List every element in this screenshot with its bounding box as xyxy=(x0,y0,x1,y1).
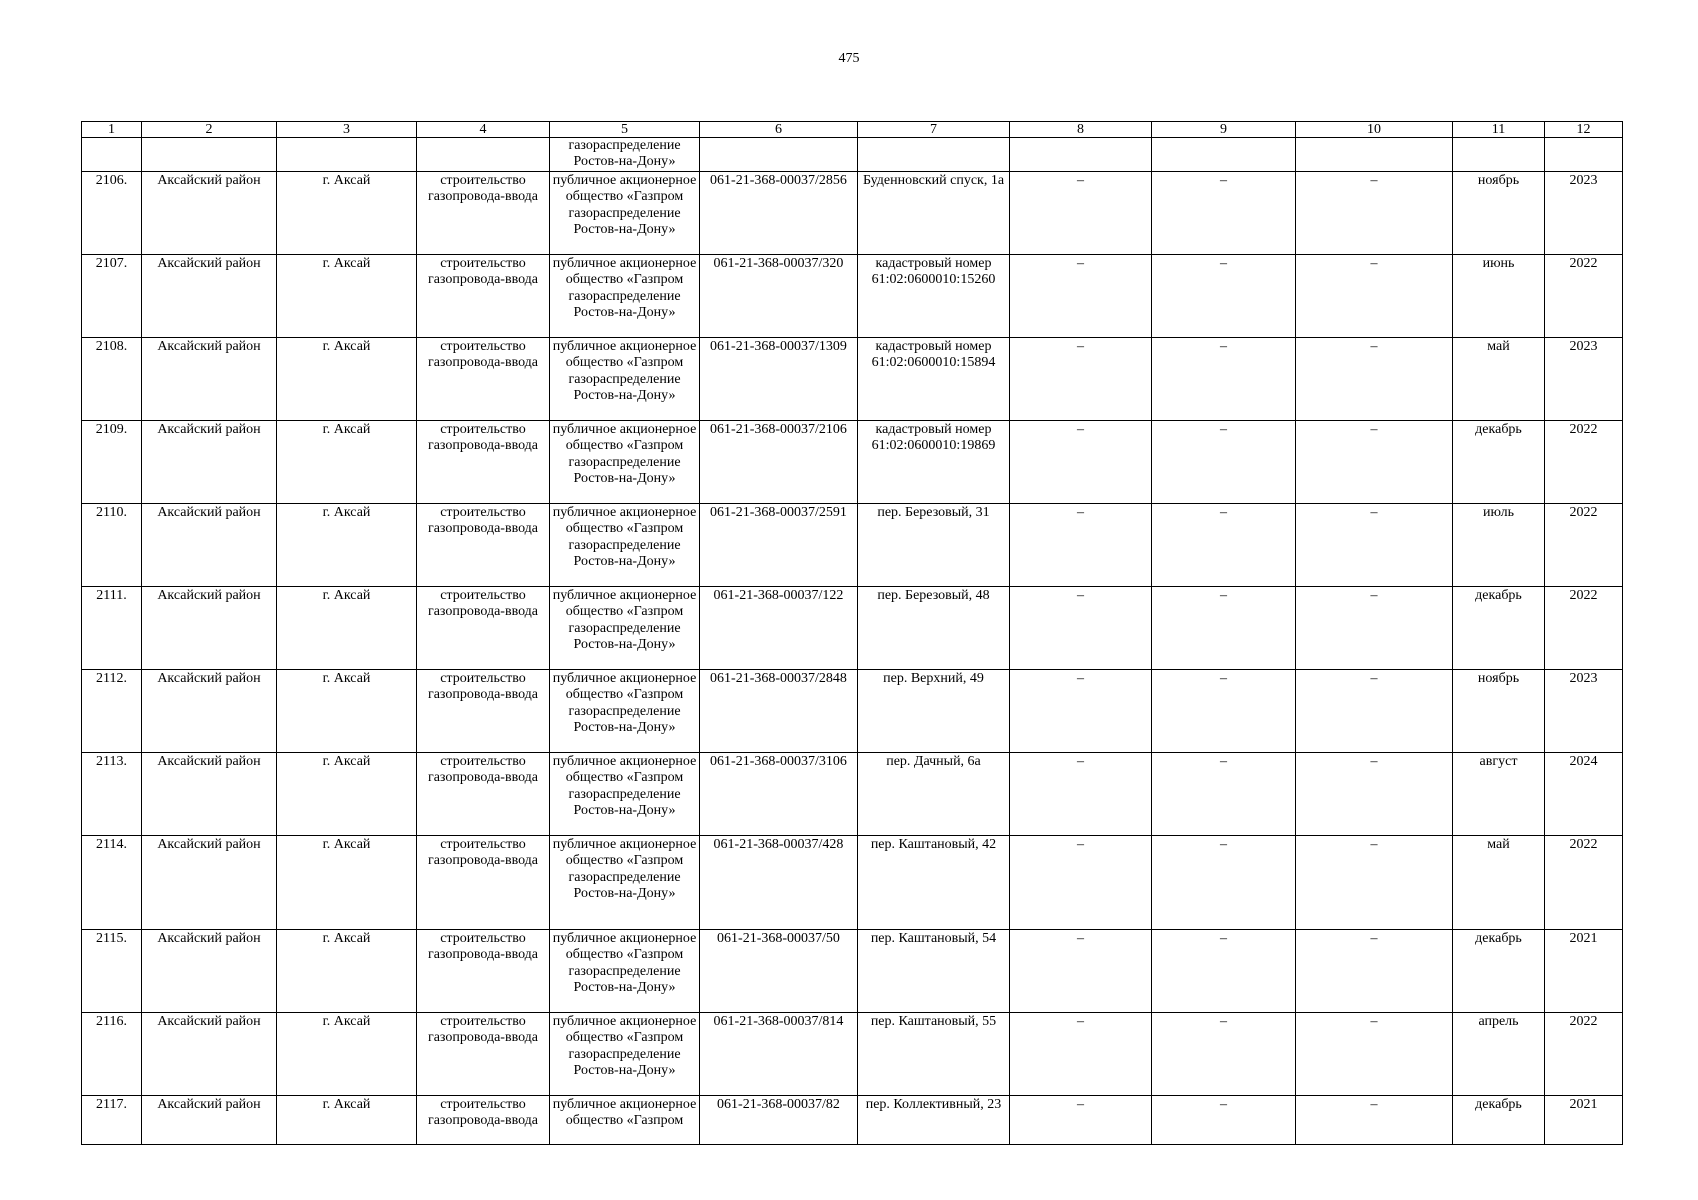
cell-row-number: 2112. xyxy=(82,670,142,753)
cell-column-10: – xyxy=(1296,421,1453,504)
cell-address: пер. Дачный, 6а xyxy=(858,753,1010,836)
cell-column-10: – xyxy=(1296,753,1453,836)
cell-organization: публичное акционерное общество «Газпром газораспределение Ростов-на-Дону» xyxy=(550,172,700,255)
cell-column-10: – xyxy=(1296,670,1453,753)
column-number: 8 xyxy=(1010,122,1152,138)
cell-address: кадастровый номер 61:02:0600010:15260 xyxy=(858,255,1010,338)
column-number-row xyxy=(82,122,1623,138)
cell-row-number: 2114. xyxy=(82,836,142,930)
table-cell-organization: газораспределение Ростов-на-Дону» xyxy=(550,138,700,172)
cell-settlement: г. Аксай xyxy=(277,504,417,587)
cell-address: кадастровый номер 61:02:0600010:19869 xyxy=(858,421,1010,504)
cell-district: Аксайский район xyxy=(142,338,277,421)
cell-column-9: – xyxy=(1152,172,1296,255)
cell-organization: публичное акционерное общество «Газпром газораспределение Ростов-на-Дону» xyxy=(550,421,700,504)
cell-month: декабрь xyxy=(1453,421,1545,504)
cell-column-10: – xyxy=(1296,255,1453,338)
cell-year: 2022 xyxy=(1545,587,1623,670)
cell-work-type: строительство газопровода-ввода xyxy=(417,587,550,670)
cell-address: пер. Березовый, 31 xyxy=(858,504,1010,587)
cell-month: май xyxy=(1453,836,1545,930)
cell-column-10: – xyxy=(1296,1096,1453,1145)
cell-registry-code: 061-21-368-00037/2856 xyxy=(700,172,858,255)
continuation-row xyxy=(82,138,1623,172)
cell-column-8: – xyxy=(1010,587,1152,670)
cell-year: 2021 xyxy=(1545,1096,1623,1145)
cell-settlement: г. Аксай xyxy=(277,836,417,930)
cell-address: пер. Верхний, 49 xyxy=(858,670,1010,753)
column-number: 1 xyxy=(82,122,142,138)
cell-column-10: – xyxy=(1296,587,1453,670)
cell-organization: публичное акционерное общество «Газпром газораспределение Ростов-на-Дону» xyxy=(550,504,700,587)
cell-work-type: строительство газопровода-ввода xyxy=(417,504,550,587)
cell-district: Аксайский район xyxy=(142,836,277,930)
cell-month: декабрь xyxy=(1453,1096,1545,1145)
cell-column-9: – xyxy=(1152,1013,1296,1096)
table-cell xyxy=(142,138,277,172)
table-row xyxy=(82,504,1623,587)
cell-column-8: – xyxy=(1010,421,1152,504)
cell-settlement: г. Аксай xyxy=(277,587,417,670)
table-cell xyxy=(82,138,142,172)
cell-district: Аксайский район xyxy=(142,587,277,670)
cell-year: 2022 xyxy=(1545,255,1623,338)
cell-address: пер. Коллективный, 23 xyxy=(858,1096,1010,1145)
cell-settlement: г. Аксай xyxy=(277,753,417,836)
cell-organization: публичное акционерное общество «Газпром газораспределение Ростов-на-Дону» xyxy=(550,255,700,338)
cell-organization: публичное акционерное общество «Газпром xyxy=(550,1096,700,1145)
cell-organization: публичное акционерное общество «Газпром газораспределение Ростов-на-Дону» xyxy=(550,338,700,421)
cell-work-type: строительство газопровода-ввода xyxy=(417,421,550,504)
page-number: 475 xyxy=(838,51,860,66)
cell-month: ноябрь xyxy=(1453,172,1545,255)
cell-registry-code: 061-21-368-00037/122 xyxy=(700,587,858,670)
cell-registry-code: 061-21-368-00037/320 xyxy=(700,255,858,338)
registry-table xyxy=(81,121,1623,1145)
cell-registry-code: 061-21-368-00037/50 xyxy=(700,930,858,1013)
cell-column-10: – xyxy=(1296,930,1453,1013)
cell-column-10: – xyxy=(1296,1013,1453,1096)
column-number: 3 xyxy=(277,122,417,138)
cell-organization: публичное акционерное общество «Газпром газораспределение Ростов-на-Дону» xyxy=(550,587,700,670)
cell-year: 2022 xyxy=(1545,1013,1623,1096)
cell-registry-code: 061-21-368-00037/82 xyxy=(700,1096,858,1145)
cell-month: декабрь xyxy=(1453,930,1545,1013)
cell-organization: публичное акционерное общество «Газпром газораспределение Ростов-на-Дону» xyxy=(550,753,700,836)
cell-address: пер. Каштановый, 55 xyxy=(858,1013,1010,1096)
column-number: 12 xyxy=(1545,122,1623,138)
cell-settlement: г. Аксай xyxy=(277,255,417,338)
cell-work-type: строительство газопровода-ввода xyxy=(417,836,550,930)
column-number: 2 xyxy=(142,122,277,138)
cell-registry-code: 061-21-368-00037/814 xyxy=(700,1013,858,1096)
table-row xyxy=(82,421,1623,504)
cell-column-8: – xyxy=(1010,836,1152,930)
cell-column-9: – xyxy=(1152,670,1296,753)
cell-settlement: г. Аксай xyxy=(277,670,417,753)
cell-row-number: 2106. xyxy=(82,172,142,255)
cell-column-8: – xyxy=(1010,1013,1152,1096)
cell-column-9: – xyxy=(1152,255,1296,338)
cell-district: Аксайский район xyxy=(142,255,277,338)
table-cell xyxy=(858,138,1010,172)
cell-district: Аксайский район xyxy=(142,1013,277,1096)
cell-settlement: г. Аксай xyxy=(277,421,417,504)
cell-address: кадастровый номер 61:02:0600010:15894 xyxy=(858,338,1010,421)
cell-row-number: 2116. xyxy=(82,1013,142,1096)
cell-work-type: строительство газопровода-ввода xyxy=(417,255,550,338)
cell-column-9: – xyxy=(1152,421,1296,504)
table-row xyxy=(82,338,1623,421)
cell-organization: публичное акционерное общество «Газпром газораспределение Ростов-на-Дону» xyxy=(550,670,700,753)
cell-registry-code: 061-21-368-00037/2106 xyxy=(700,421,858,504)
table-cell xyxy=(277,138,417,172)
cell-row-number: 2107. xyxy=(82,255,142,338)
cell-address: Буденновский спуск, 1а xyxy=(858,172,1010,255)
cell-column-8: – xyxy=(1010,670,1152,753)
cell-column-8: – xyxy=(1010,172,1152,255)
table-cell xyxy=(1296,138,1453,172)
column-number: 9 xyxy=(1152,122,1296,138)
table-cell xyxy=(1152,138,1296,172)
cell-year: 2022 xyxy=(1545,836,1623,930)
cell-work-type: строительство газопровода-ввода xyxy=(417,753,550,836)
table-cell xyxy=(1545,138,1623,172)
cell-work-type: строительство газопровода-ввода xyxy=(417,172,550,255)
column-number: 10 xyxy=(1296,122,1453,138)
cell-organization: публичное акционерное общество «Газпром газораспределение Ростов-на-Дону» xyxy=(550,1013,700,1096)
cell-district: Аксайский район xyxy=(142,930,277,1013)
cell-registry-code: 061-21-368-00037/428 xyxy=(700,836,858,930)
cell-column-9: – xyxy=(1152,504,1296,587)
cell-column-9: – xyxy=(1152,753,1296,836)
cell-column-9: – xyxy=(1152,587,1296,670)
cell-column-10: – xyxy=(1296,172,1453,255)
cell-row-number: 2115. xyxy=(82,930,142,1013)
cell-address: пер. Каштановый, 54 xyxy=(858,930,1010,1013)
cell-year: 2023 xyxy=(1545,172,1623,255)
cell-row-number: 2117. xyxy=(82,1096,142,1145)
cell-address: пер. Березовый, 48 xyxy=(858,587,1010,670)
column-number: 4 xyxy=(417,122,550,138)
cell-year: 2023 xyxy=(1545,670,1623,753)
table-row xyxy=(82,836,1623,930)
cell-registry-code: 061-21-368-00037/2848 xyxy=(700,670,858,753)
table-row xyxy=(82,753,1623,836)
cell-settlement: г. Аксай xyxy=(277,172,417,255)
cell-month: июль xyxy=(1453,504,1545,587)
cell-registry-code: 061-21-368-00037/3106 xyxy=(700,753,858,836)
cell-district: Аксайский район xyxy=(142,504,277,587)
table-cell xyxy=(417,138,550,172)
cell-row-number: 2109. xyxy=(82,421,142,504)
cell-column-10: – xyxy=(1296,836,1453,930)
cell-row-number: 2108. xyxy=(82,338,142,421)
cell-month: июнь xyxy=(1453,255,1545,338)
cell-month: ноябрь xyxy=(1453,670,1545,753)
cell-month: апрель xyxy=(1453,1013,1545,1096)
cell-year: 2021 xyxy=(1545,930,1623,1013)
cell-work-type: строительство газопровода-ввода xyxy=(417,338,550,421)
cell-work-type: строительство газопровода-ввода xyxy=(417,1013,550,1096)
cell-column-10: – xyxy=(1296,338,1453,421)
cell-year: 2022 xyxy=(1545,421,1623,504)
cell-column-8: – xyxy=(1010,504,1152,587)
cell-district: Аксайский район xyxy=(142,1096,277,1145)
cell-year: 2022 xyxy=(1545,504,1623,587)
cell-row-number: 2110. xyxy=(82,504,142,587)
cell-organization: публичное акционерное общество «Газпром газораспределение Ростов-на-Дону» xyxy=(550,836,700,930)
cell-month: август xyxy=(1453,753,1545,836)
table-cell xyxy=(700,138,858,172)
cell-organization: публичное акционерное общество «Газпром газораспределение Ростов-на-Дону» xyxy=(550,930,700,1013)
column-number: 11 xyxy=(1453,122,1545,138)
cell-column-10: – xyxy=(1296,504,1453,587)
cell-column-9: – xyxy=(1152,1096,1296,1145)
cell-row-number: 2113. xyxy=(82,753,142,836)
column-number: 7 xyxy=(858,122,1010,138)
table-cell xyxy=(1010,138,1152,172)
cell-district: Аксайский район xyxy=(142,421,277,504)
table-row xyxy=(82,1096,1623,1145)
column-number: 6 xyxy=(700,122,858,138)
cell-district: Аксайский район xyxy=(142,670,277,753)
cell-year: 2023 xyxy=(1545,338,1623,421)
table-row xyxy=(82,587,1623,670)
table-row xyxy=(82,255,1623,338)
table-row xyxy=(82,930,1623,1013)
cell-registry-code: 061-21-368-00037/2591 xyxy=(700,504,858,587)
cell-column-9: – xyxy=(1152,338,1296,421)
column-number: 5 xyxy=(550,122,700,138)
cell-work-type: строительство газопровода-ввода xyxy=(417,1096,550,1145)
cell-month: май xyxy=(1453,338,1545,421)
cell-work-type: строительство газопровода-ввода xyxy=(417,670,550,753)
cell-column-8: – xyxy=(1010,930,1152,1013)
cell-column-8: – xyxy=(1010,1096,1152,1145)
table-row xyxy=(82,172,1623,255)
cell-district: Аксайский район xyxy=(142,753,277,836)
cell-work-type: строительство газопровода-ввода xyxy=(417,930,550,1013)
cell-column-9: – xyxy=(1152,836,1296,930)
cell-column-8: – xyxy=(1010,753,1152,836)
table-row xyxy=(82,670,1623,753)
cell-settlement: г. Аксай xyxy=(277,1013,417,1096)
cell-year: 2024 xyxy=(1545,753,1623,836)
table-cell xyxy=(1453,138,1545,172)
cell-column-9: – xyxy=(1152,930,1296,1013)
cell-column-8: – xyxy=(1010,255,1152,338)
cell-settlement: г. Аксай xyxy=(277,930,417,1013)
cell-registry-code: 061-21-368-00037/1309 xyxy=(700,338,858,421)
cell-settlement: г. Аксай xyxy=(277,338,417,421)
cell-district: Аксайский район xyxy=(142,172,277,255)
cell-row-number: 2111. xyxy=(82,587,142,670)
cell-month: декабрь xyxy=(1453,587,1545,670)
cell-address: пер. Каштановый, 42 xyxy=(858,836,1010,930)
table-row xyxy=(82,1013,1623,1096)
cell-column-8: – xyxy=(1010,338,1152,421)
cell-settlement: г. Аксай xyxy=(277,1096,417,1145)
